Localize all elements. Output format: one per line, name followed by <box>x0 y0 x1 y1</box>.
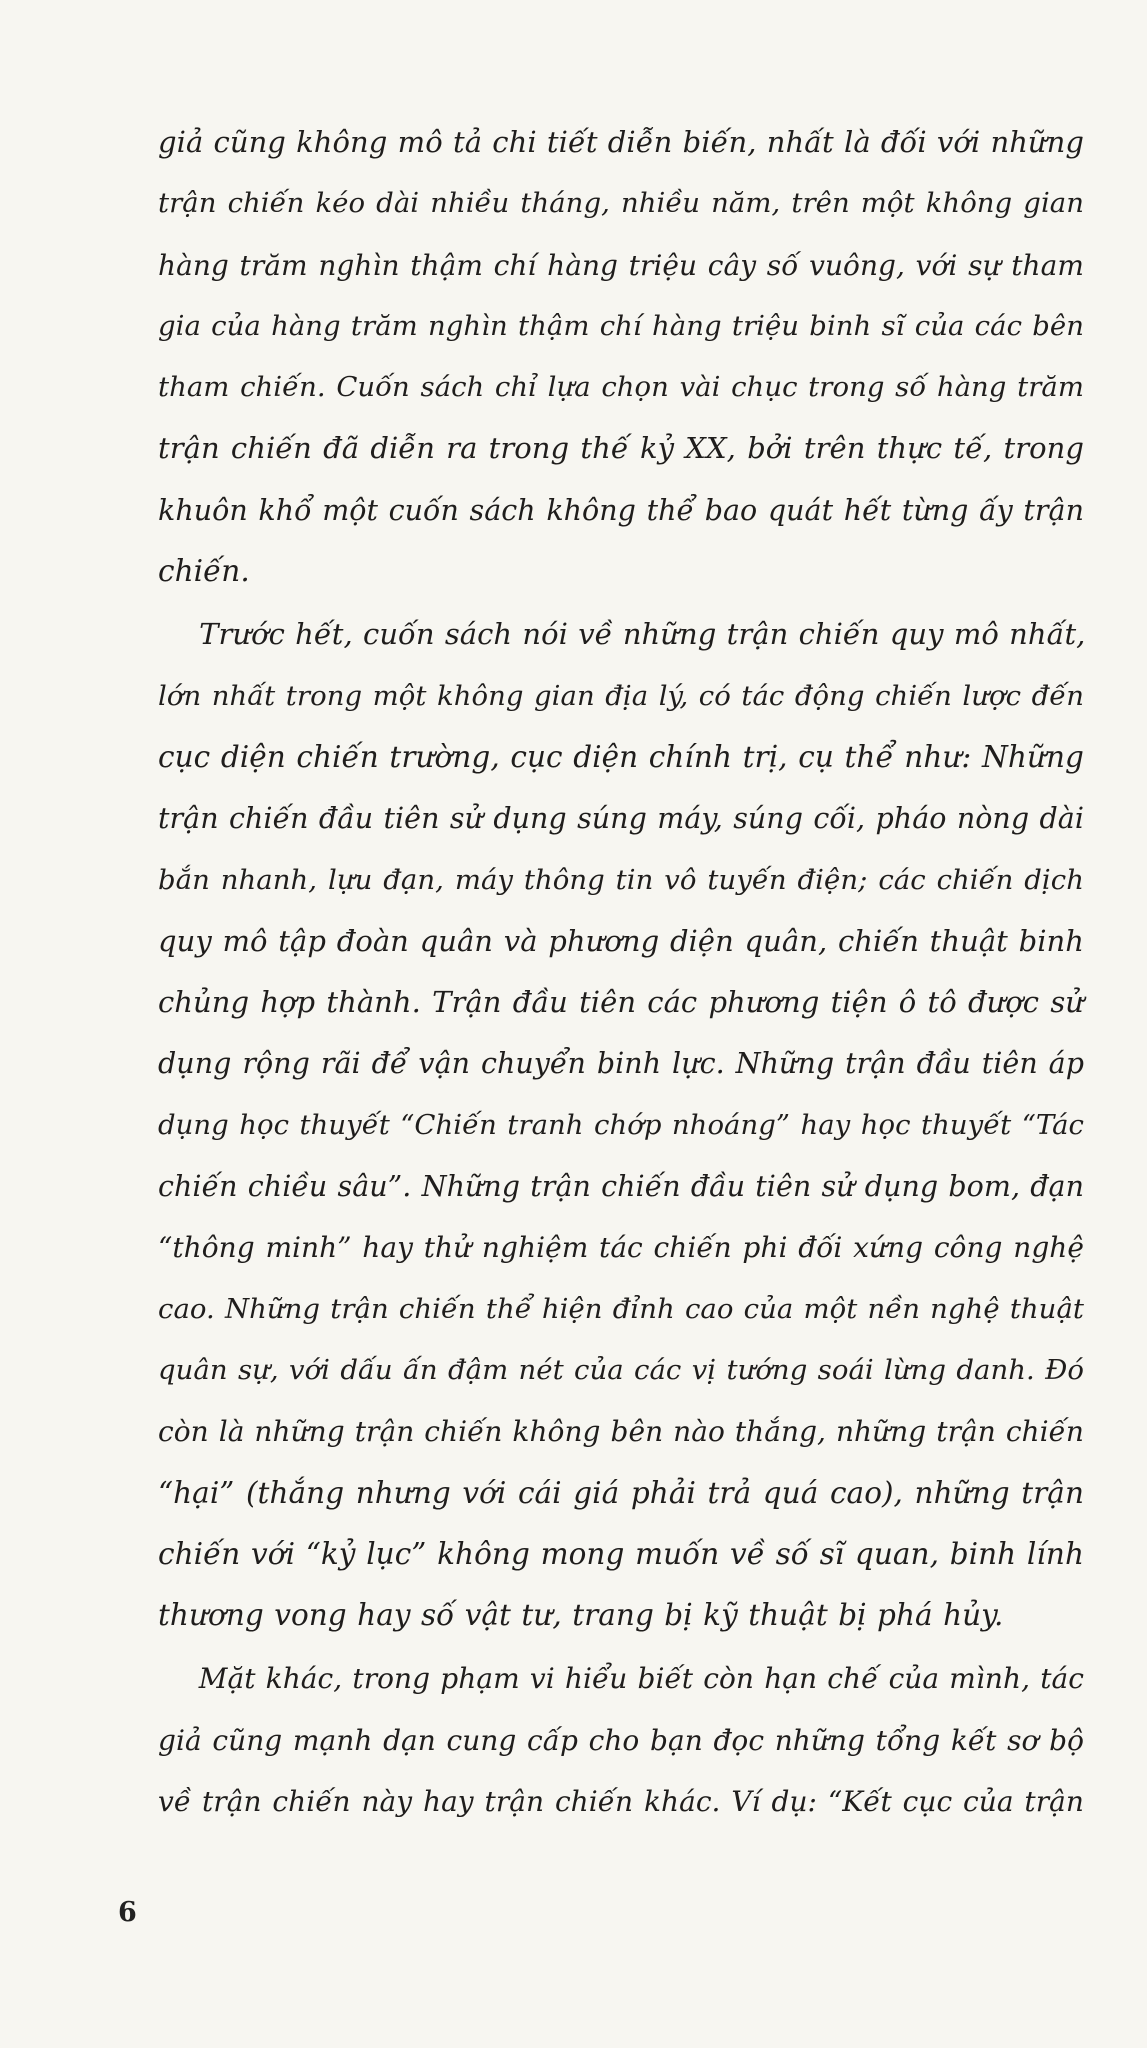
text-line: quy mô tập đoàn quân và phương diện quân, chiến thuật binh <box>158 923 1084 958</box>
text-line: lớn nhất trong một không gian địa lý, có tác động chiến lược đến <box>158 679 1084 712</box>
text-line: giả cũng không mô tả chi tiết diễn biến, nhất là đối với những <box>158 125 1084 159</box>
text-line: trận chiến đã diễn ra trong thế kỷ XX, bởi trên thực tế, trong <box>158 431 1084 466</box>
text-line: chủng hợp thành. Trận đầu tiên các phương tiện ô tô được sử <box>158 985 1084 1020</box>
text-line: “hại” (thắng nhưng với cái giá phải trả quá cao), những trận <box>158 1475 1084 1510</box>
text-line: cục diện chiến trường, cục diện chính trị, cụ thể như: Những <box>158 739 1084 774</box>
text-line: chiến. <box>158 554 250 589</box>
text-line: “thông minh” hay thử nghiệm tác chiến phi đối xứng công nghệ <box>158 1231 1084 1265</box>
text-line: cao. Những trận chiến thể hiện đỉnh cao của một nền nghệ thuật <box>158 1292 1084 1325</box>
text-line: Mặt khác, trong phạm vi hiểu biết còn hạn chế của mình, tác <box>158 1662 1084 1696</box>
paragraph-1 <box>158 112 1084 602</box>
text-line: dụng học thuyết “Chiến tranh chớp nhoáng” hay học thuyết “Tác <box>158 1108 1084 1141</box>
text-line: trận chiến kéo dài nhiều tháng, nhiều năm, trên một không gian <box>158 187 1084 220</box>
text-line: hàng trăm nghìn thậm chí hàng triệu cây số vuông, với sự tham <box>158 248 1084 282</box>
text-line: dụng rộng rãi để vận chuyển binh lực. Những trận đầu tiên áp <box>158 1047 1084 1081</box>
paragraph-2 <box>158 604 1084 1646</box>
text-line: gia của hàng trăm nghìn thậm chí hàng triệu binh sĩ của các bên <box>158 309 1084 342</box>
text-line: quân sự, với dấu ấn đậm nét của các vị tướng soái lừng danh. Đó <box>158 1353 1084 1386</box>
text-line: Trước hết, cuốn sách nói về những trận chiến quy mô nhất, <box>158 617 1086 652</box>
text-line: tham chiến. Cuốn sách chỉ lựa chọn vài chục trong số hàng trăm <box>158 371 1084 404</box>
page-number: 6 <box>118 1897 137 1928</box>
text-line: còn là những trận chiến không bên nào thắng, những trận chiến <box>158 1415 1084 1449</box>
text-line: khuôn khổ một cuốn sách không thể bao quát hết từng ấy trận <box>158 493 1084 527</box>
body-text <box>158 112 1084 1832</box>
text-line: giả cũng mạnh dạn cung cấp cho bạn đọc những tổng kết sơ bộ <box>158 1723 1084 1757</box>
text-line: trận chiến đầu tiên sử dụng súng máy, súng cối, pháo nòng dài <box>158 802 1084 836</box>
text-line: về trận chiến này hay trận chiến khác. Ví dụ: “Kết cục của trận <box>158 1785 1084 1819</box>
text-line: chiến chiều sâu”. Những trận chiến đầu tiên sử dụng bom, đạn <box>158 1170 1084 1204</box>
paragraph-3 <box>158 1648 1084 1832</box>
text-line: thương vong hay số vật tư, trang bị kỹ thuật bị phá hủy. <box>158 1598 1004 1633</box>
text-line: chiến với “kỷ lục” không mong muốn về số sĩ quan, binh lính <box>158 1536 1084 1571</box>
text-line: bắn nhanh, lựu đạn, máy thông tin vô tuyến điện; các chiến dịch <box>158 863 1084 896</box>
